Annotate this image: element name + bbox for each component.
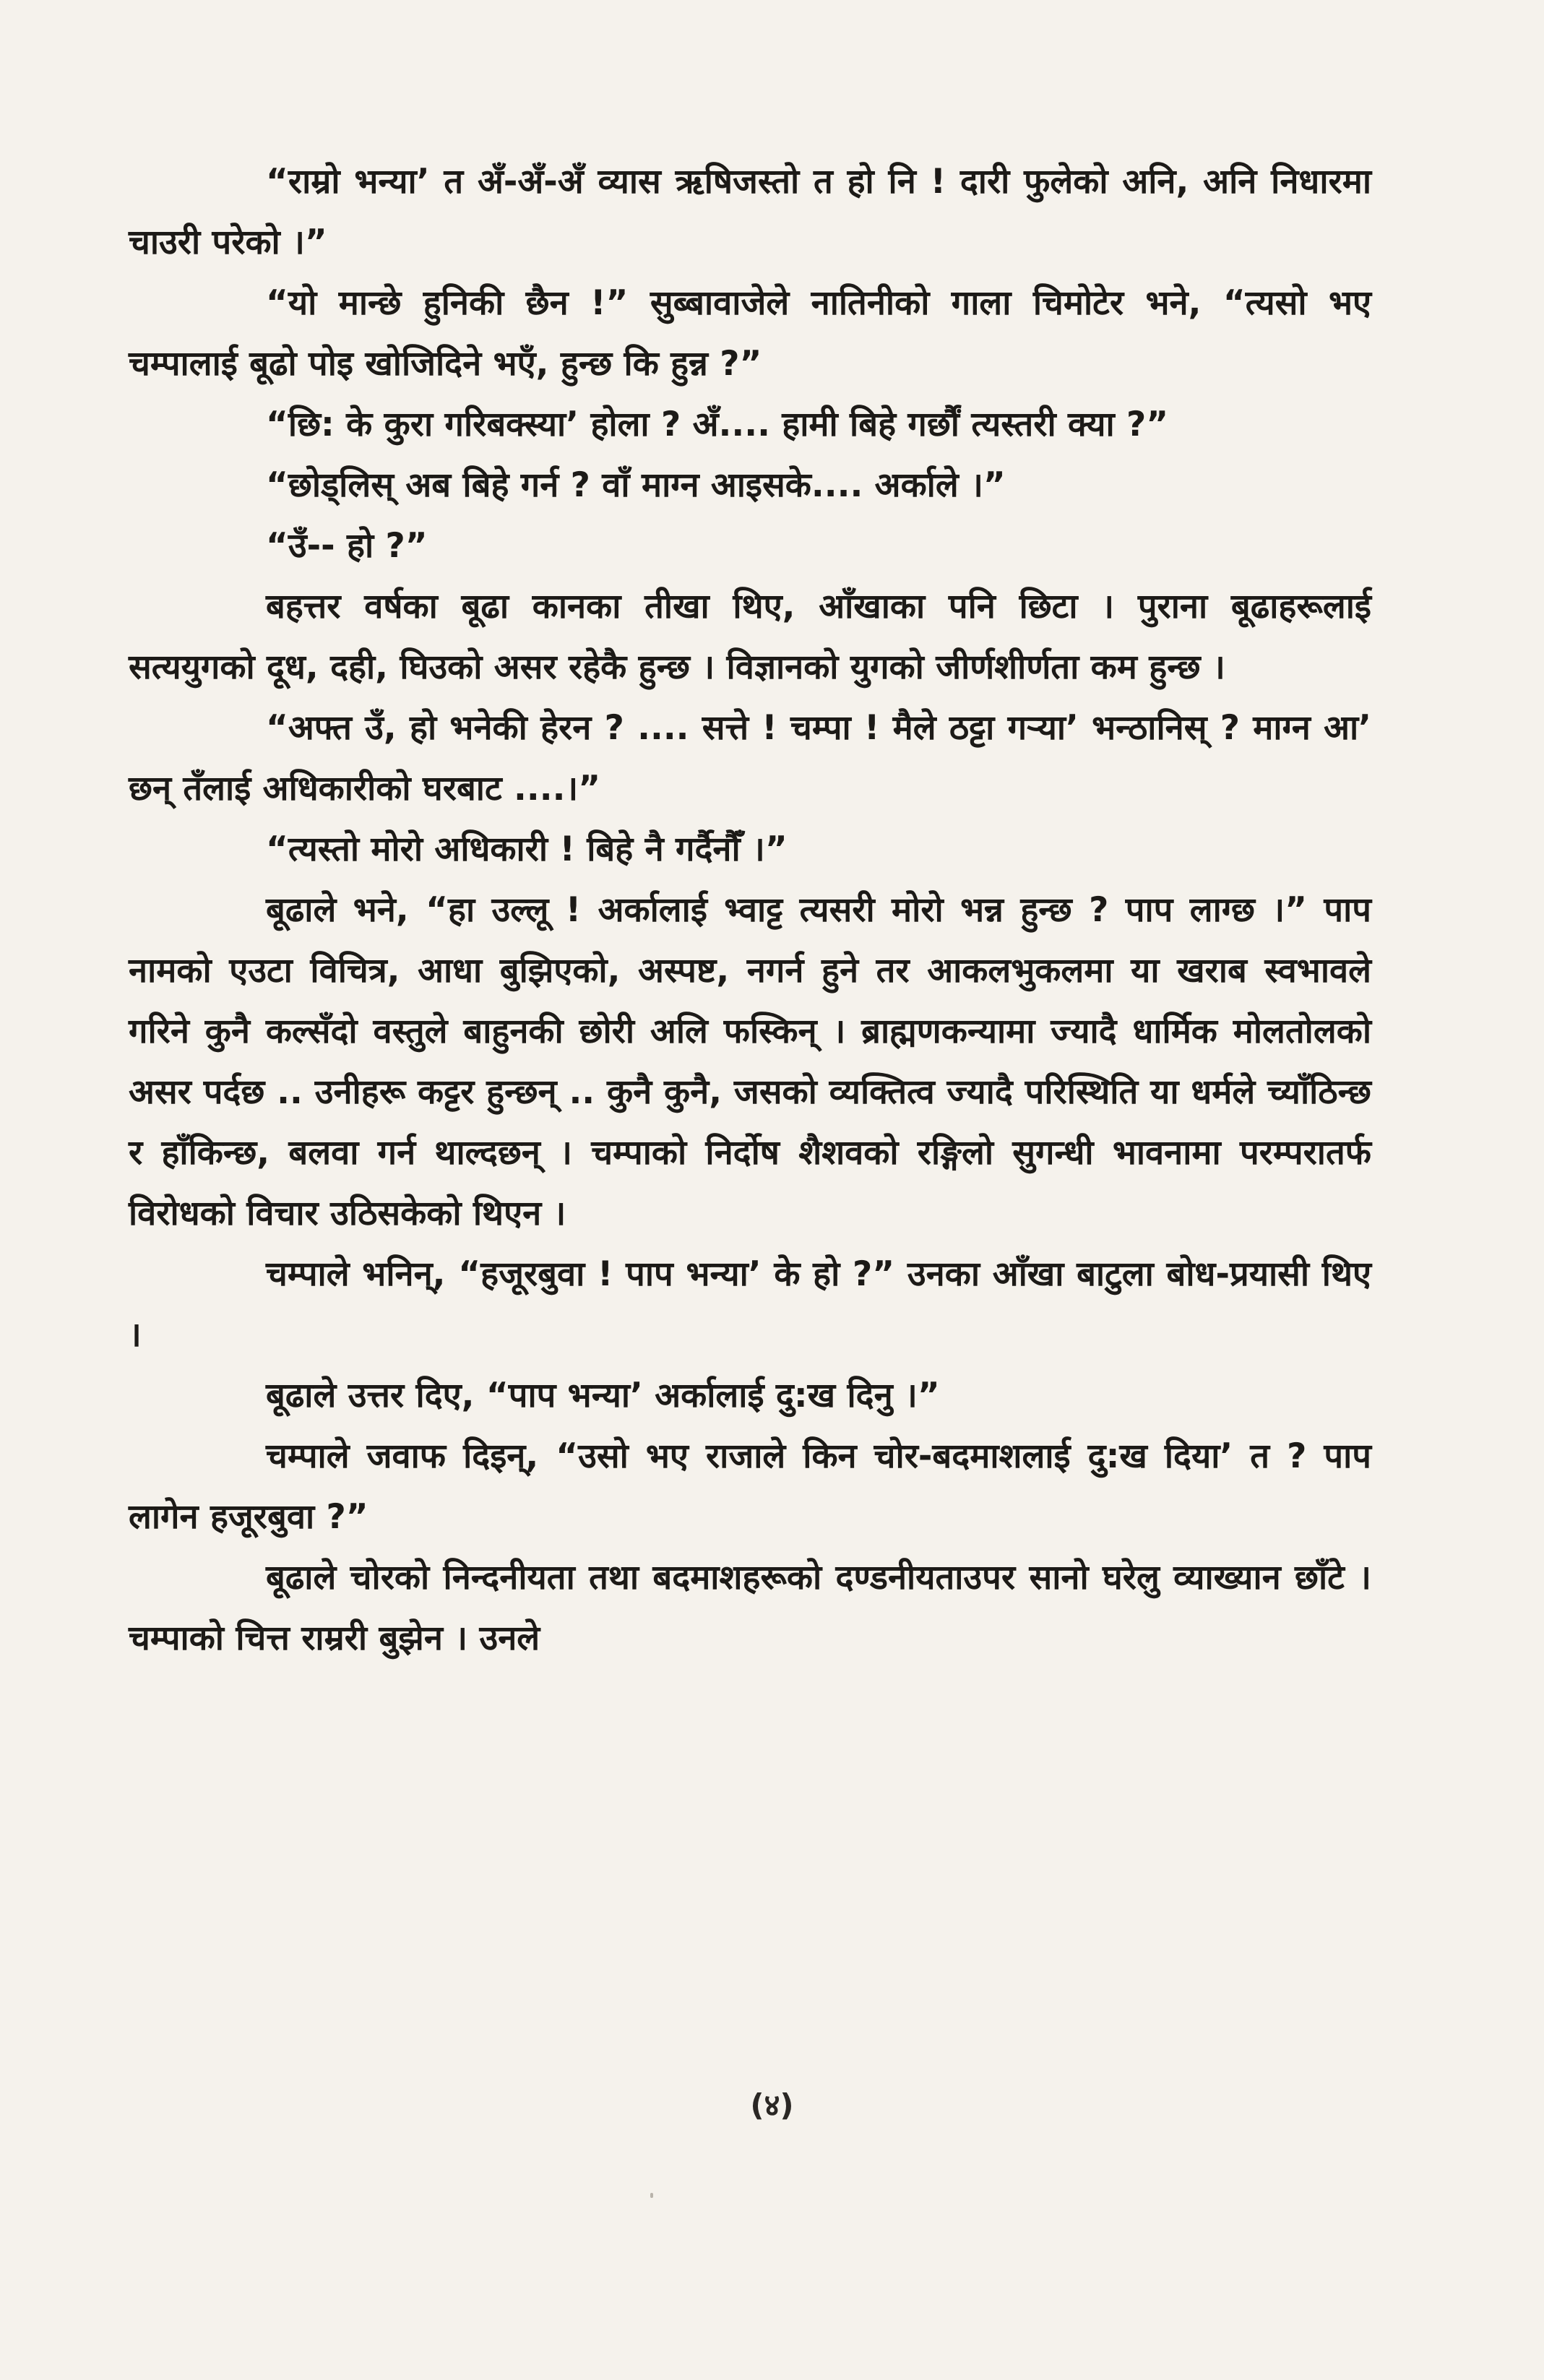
paragraph: बहत्तर वर्षका बूढा कानका तीखा थिए, आँखाका पनि छिटा । पुराना बूढाहरूलाई सत्ययुगको दूध, दही, घिउको असर रहेकै हुन्छ । विज्ञानको युगको जीर्णशीर्णता कम हुन्छ । <box>129 587 1371 687</box>
paragraph: चम्पाले जवाफ दिइन्, “उसो भए राजाले किन चोर-बदमाशलाई दु:ख दिया’ त ? पाप लागेन हजूरबुवा ?” <box>129 1436 1371 1537</box>
paragraph: “छि: के कुरा गरिबक्स्या’ होला ? अँ.... हामी बिहे गर्छौं त्यस्तरी क्या ?” <box>266 405 1169 444</box>
paragraph: “यो मान्छे हुनिकी छैन !” सुब्बावाजेले नातिनीको गाला चिमोटेर भने, “त्यसो भए चम्पालाई बूढो पोइ खोजिदिने भएँ, हुन्छ कि हुन्न ?” <box>129 283 1371 384</box>
paragraph: “त्यस्तो मोरो अधिकारी ! बिहे नै गर्दैनौँ ।” <box>266 829 788 869</box>
paragraph: “अफ्त उँ, हो भनेकी हेरन ? .... सत्ते ! चम्पा ! मैले ठट्टा गऱ्या’ भन्ठानिस् ? माग्न आ’ छन् तँलाई अधिकारीको घरबाट ....।” <box>129 708 1371 809</box>
paragraph: “राम्रो भन्या’ त अँ-अँ-अँ व्यास ऋषिजस्तो त हो नि ! दारी फुलेको अनि, अनि निधारमा चाउरी परेको ।” <box>129 162 1371 262</box>
paragraph: चम्पाले भनिन्, “हजूरबुवा ! पाप भन्या’ के हो ?” उनका आँखा बाटुला बोध-प्रयासी थिए । <box>129 1254 1371 1355</box>
paragraph: “उँ-- हो ?” <box>266 526 428 566</box>
scan-speck <box>650 2193 653 2198</box>
page-number: (४) <box>750 2087 794 2123</box>
page-body-text <box>129 152 1371 1669</box>
paragraph: “छोड्लिस् अब बिहे गर्न ? वाँ माग्न आइसके.... अर्काले ।” <box>266 465 1006 505</box>
paragraph: बूढाले चोरको निन्दनीयता तथा बदमाशहरूको दण्डनीयताउपर सानो घरेलु व्याख्यान छाँटे । चम्पाको चित्त राम्ररी बुझेन । उनले <box>129 1558 1371 1658</box>
paragraph: बूढाले उत्तर दिए, “पाप भन्या’ अर्कालाई दु:ख दिनु ।” <box>266 1376 940 1415</box>
paragraph: बूढाले भने, “हा उल्लू ! अर्कालाई भ्वाट्ट त्यसरी मोरो भन्न हुन्छ ? पाप लाग्छ ।” पाप नामको एउटा विचित्र, आधा बुझिएको, अस्पष्ट, नगर्न हुने तर आकलभुकलमा या खराब स्वभावले गरिने कुनै कल्सँदो वस्तुले बाहुनकी छोरी अलि फस्किन् । ब्राह्मणकन्यामा ज्यादै धार्मिक मोलतोलको असर पर्दछ .. उनीहरू कट्टर हुन्छन् .. कुनै कुनै, जसको व्यक्तित्व ज्यादै परिस्थिति या धर्मले च्याँठिन्छ र हाँकिन्छ, बलवा गर्न थाल्दछन् । चम्पाको निर्दोष शैशवको रङ्गिलो सुगन्धी भावनामा परम्परातर्फ विरोधको विचार उठिसकेको थिएन । <box>129 890 1371 1233</box>
